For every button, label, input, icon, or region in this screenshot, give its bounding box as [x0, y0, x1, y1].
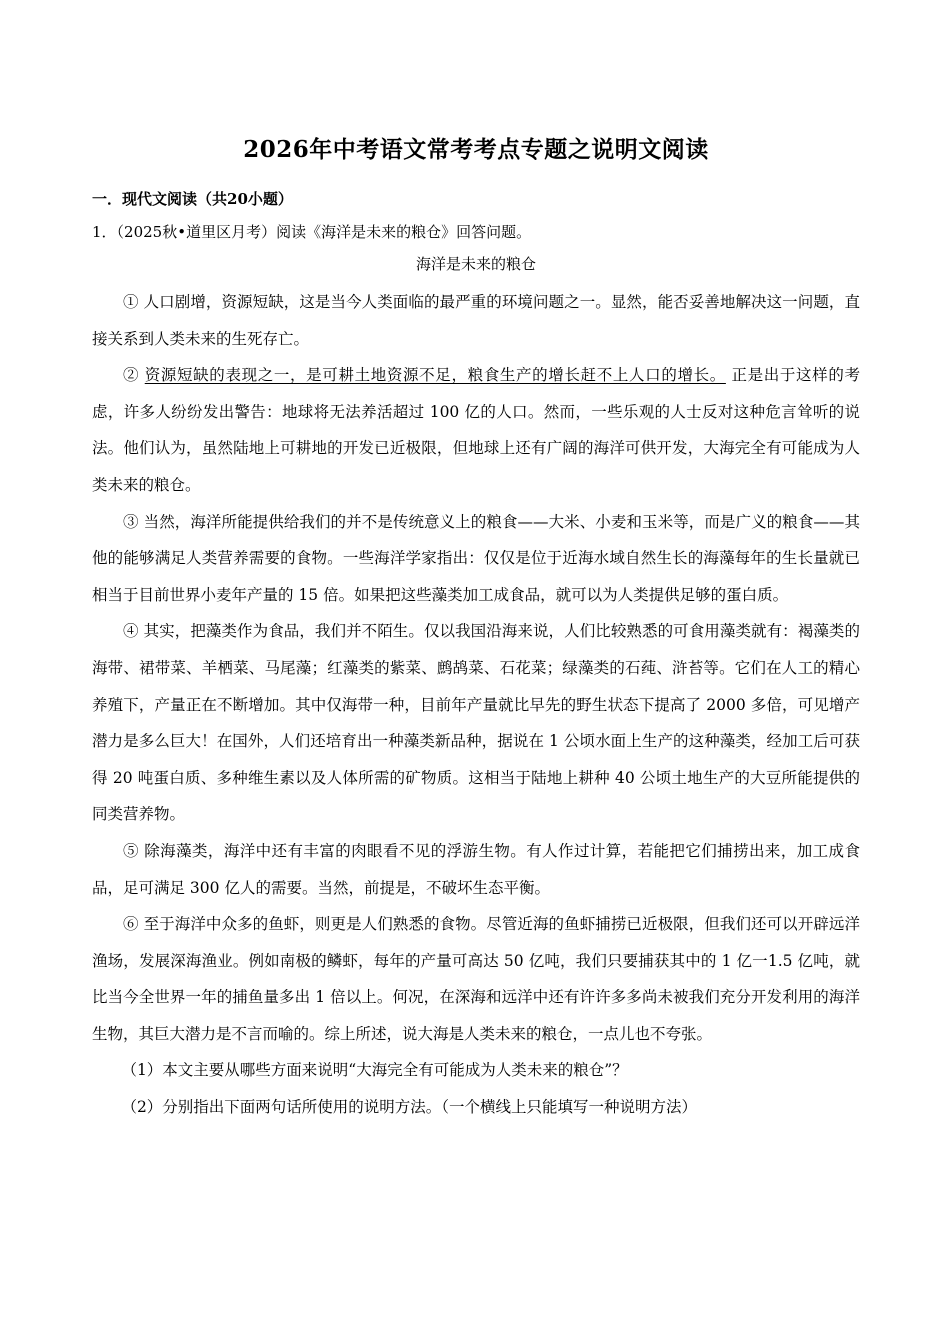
question-source: （2025秋•道里区月考）阅读《海洋是未来的粮仓》回答问题。: [116, 223, 532, 241]
paragraph-text: 人口剧增，资源短缺，这是当今人类面临的最严重的环境问题之一。显然，能否妥善地解决这一问题，直接关系到人类未来的生死存亡。: [92, 293, 860, 348]
document-title: 2026年中考语文常考考点专题之说明文阅读: [243, 136, 709, 163]
paragraph-number: ③: [123, 512, 139, 531]
question-intro: [92, 222, 860, 242]
sub-question: （1）本文主要从哪些方面来说明“大海完全有可能成为人类未来的粮仓”？: [121, 1061, 628, 1080]
paragraph-number: ①: [123, 293, 139, 311]
paragraph-text: 当然，海洋所能提供给我们的并不是传统意义上的粮食——大米、小麦和玉米等，而是广义的粮食——其他的能够满足人类营养需要的食物。一些海洋学家指出：仅仅是位于近海水域自然生长的海藻每年的生长量就已相当于目前世界小麦年产量的 15 倍。如果把这些藻类加工成食品，就可以为人类提供足够的蛋白质。: [92, 512, 860, 604]
article-paragraph: [92, 284, 860, 357]
article-paragraph: [92, 613, 860, 833]
paragraph-text: 至于海洋中众多的鱼虾，则更是人们熟悉的食物。尽管近海的鱼虾捕捞已近极限，但我们还可以开辟远洋渔场，发展深海渔业。例如南极的鳞虾，每年的产量可高达 50 亿吨，我们只要捕获其中的 1 亿一1.5 亿吨，就比当今全世界一年的捕鱼量多出 1 倍以上。何况，在深海和远洋中还有许许多多尚未被我们充分开发利用的海洋生物，其巨大潜力是不言而喻的。综上所述，说大海是人类未来的粮仓，一点儿也不夸张。: [92, 915, 860, 1043]
article-paragraph: [92, 357, 860, 503]
question-number: 1．: [92, 223, 117, 241]
paragraph-number: ②: [123, 366, 140, 385]
section-heading: 一．现代文阅读（共20小题）: [92, 190, 293, 208]
paragraph-text: 除海藻类，海洋中还有丰富的肉眼看不见的浮游生物。有人作过计算，若能把它们捕捞出来，加工成食品，足可满足 300 亿人的需要。当然，前提是，不破坏生态平衡。: [92, 841, 860, 897]
underlined-sentence: 资源短缺的表现之一，是可耕土地资源不足，粮食生产的增长赶不上人口的增长。: [144, 366, 726, 385]
article-title: 海洋是未来的粮仓: [415, 255, 536, 273]
paragraph-number: ⑥: [123, 915, 139, 934]
paragraph-text: 其实，把藻类作为食品，我们并不陌生。仅以我国沿海来说，人们比较熟悉的可食用藻类就有：褐藻类的海带、裙带菜、羊栖菜、马尾藻；红藻类的紫菜、鹧鸪菜、石花菜；绿藻类的石莼、浒苔等。它们在人工的精心养殖下，产量正在不断增加。其中仅海带一种，目前年产量就比早先的野生状态下提高了 2000 多倍，可见增产潜力是多么巨大！在国外，人们还培育出一种藻类新品种，据说在 1 公顷水面上生产的这种藻类，经加工后可获得 20 吨蛋白质、多种维生素以及人体所需的矿物质。这相当于陆地上耕种 40 公顷土地生产的大豆所能提供的同类营养物。: [92, 622, 860, 824]
article-paragraph: [92, 504, 860, 614]
paragraph-text: 正是出于这样的考虑，许多人纷纷发出警告：地球将无法养活超过 100 亿的人口。然而，一些乐观的人士反对这种危言耸听的说法。他们认为，虽然陆地上可耕地的开发已近极限，但地球上还有广阔的海洋可供开发，大海完全有可能成为人类未来的粮仓。: [92, 366, 860, 494]
paragraph-number: ⑤: [123, 841, 139, 860]
sub-question: （2）分别指出下面两句话所使用的说明方法。（一个横线上只能填写一种说明方法）: [121, 1098, 698, 1117]
paragraph-number: ④: [123, 622, 139, 641]
article-paragraph: [92, 906, 860, 1052]
article-paragraph: [92, 833, 860, 906]
